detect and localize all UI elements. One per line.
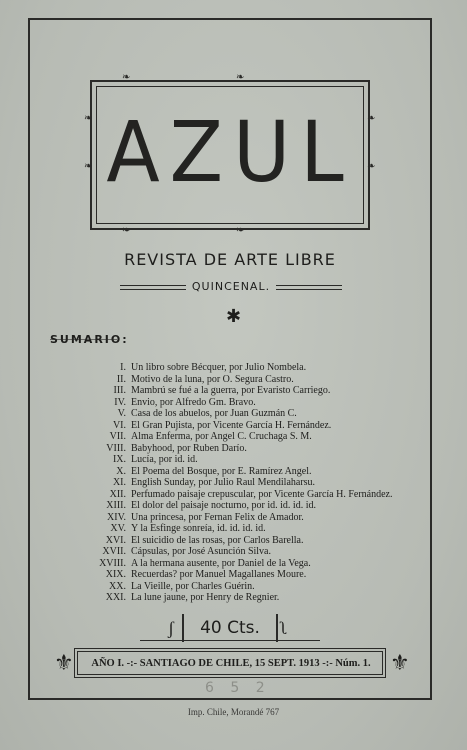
frame-ornament: ❧ (84, 161, 93, 172)
toc-entry-number: III. (113, 385, 126, 396)
magazine-subtitle: REVISTA DE ARTE LIBRE (124, 250, 336, 269)
toc-entry-number: XX. (109, 580, 126, 592)
toc-entry (40, 558, 430, 570)
table-of-contents (40, 362, 430, 604)
toc-entry-title: Envio, por Alfredo Gm. Bravo. (131, 396, 256, 408)
toc-entry-title: Motivo de la luna, por O. Segura Castro. (131, 373, 294, 385)
scroll-ornament-left: ʃ (168, 618, 174, 638)
toc-entry-number: I. (120, 362, 126, 373)
toc-entry-title: Alma Enferma, por Angel C. Cruchaga S. M. (131, 431, 312, 442)
toc-entry (40, 454, 430, 466)
toc-entry (40, 374, 430, 386)
toc-entry-number: VI. (112, 419, 126, 431)
toc-entry-title: Un libro sobre Bécquer, por Julio Nombela. (131, 362, 307, 373)
toc-entry-number: IV. (114, 396, 126, 408)
frame-ornament: ❧ (122, 225, 131, 236)
toc-entry (40, 466, 430, 478)
toc-entry-title: Cápsulas, por José Asunción Silva. (131, 546, 271, 557)
toc-entry-number: XXI. (105, 592, 126, 603)
toc-entry-number: XIX. (105, 569, 126, 580)
toc-entry-title: English Sunday, por Julio Raul Mendilaharsu. (131, 477, 316, 488)
periodicity: QUINCENAL. (191, 280, 271, 293)
toc-entry (40, 397, 430, 409)
toc-entry-title: Mambrú se fué a la guerra, por Evaristo Carriego. (131, 385, 331, 396)
toc-entry (40, 420, 430, 432)
toc-entry-title: Una princesa, por Fernan Felix de Amador. (131, 511, 304, 523)
fleur-ornament-left: ⚜ (54, 650, 74, 675)
toc-entry (40, 443, 430, 455)
frame-ornament: ❧ (236, 72, 245, 83)
toc-entry-number: XVII. (102, 546, 126, 557)
toc-entry-title: El dolor del paisaje nocturno, por id. id. id. id. (131, 500, 316, 511)
price-section (140, 612, 320, 646)
frame-ornament: ❧ (122, 72, 131, 83)
fleur-ornament-right: ⚜ (390, 650, 410, 675)
summary-heading: SUMARIO: (50, 333, 129, 346)
toc-entry-title: Perfumado paisaje crepuscular, por Vicente García H. Fernández. (131, 488, 393, 500)
toc-entry-title: La lune jaune, por Henry de Regnier. (131, 592, 280, 603)
toc-entry (40, 500, 430, 512)
periodicity-row (120, 280, 342, 294)
toc-entry (40, 592, 430, 604)
frame-ornament: ❧ (367, 113, 376, 124)
frame-ornament: ❧ (236, 225, 245, 236)
toc-entry-number: VII. (109, 431, 126, 442)
asterisk-ornament: ✱ (225, 306, 242, 326)
toc-entry-title: A la hermana ausente, por Daniel de la Vega. (131, 557, 311, 569)
issue-bar (74, 648, 386, 678)
toc-entry-title: Lucía, por id. id. (131, 454, 198, 465)
scroll-ornament-right: ʅ (280, 618, 288, 638)
toc-entry (40, 431, 430, 443)
toc-entry-title: La Vieille, por Charles Guérin. (131, 580, 255, 592)
price: 40 Cts. (182, 614, 278, 642)
printer-imprint: Imp. Chile, Morandé 767 (187, 707, 280, 717)
issue-line: AÑO I. -:- SANTIAGO DE CHILE, 15 SEPT. 1913 -:- Núm. 1. (91, 658, 371, 669)
toc-entry-title: El Gran Pujista, por Vicente García H. Fernández. (131, 419, 332, 431)
toc-entry-number: XII. (109, 488, 126, 500)
toc-entry-number: XV. (110, 523, 126, 534)
toc-entry-number: XIV. (107, 511, 126, 523)
pencil-annotation: 6 5 2 (205, 680, 271, 696)
toc-entry-number: V. (117, 408, 126, 419)
toc-entry-title: El Poema del Bosque, por E. Ramírez Angel. (131, 465, 312, 477)
toc-entry (40, 523, 430, 535)
toc-entry (40, 512, 430, 524)
toc-entry (40, 408, 430, 420)
toc-entry-number: X. (116, 465, 126, 477)
toc-entry (40, 535, 430, 547)
toc-entry-number: VIII. (106, 442, 126, 454)
toc-entry-title: Babyhood, por Ruben Darío. (131, 442, 247, 454)
toc-entry-number: XI. (112, 477, 126, 488)
toc-entry-number: IX. (112, 454, 126, 465)
toc-entry-number: II. (116, 373, 126, 385)
toc-entry (40, 362, 430, 374)
toc-entry-number: XVI. (105, 534, 126, 546)
toc-entry (40, 477, 430, 489)
toc-entry-title: Casa de los abuelos, por Juan Guzmán C. (131, 408, 297, 419)
toc-entry (40, 546, 430, 558)
toc-entry (40, 489, 430, 501)
toc-entry (40, 569, 430, 581)
magazine-title: AZUL (106, 104, 354, 202)
toc-entry-title: Y la Esfinge sonreía, id. id. id. id. (131, 523, 266, 534)
toc-entry (40, 385, 430, 397)
toc-entry-title: Recuerdas? por Manuel Magallanes Moure. (131, 569, 307, 580)
frame-ornament: ❧ (367, 161, 376, 172)
toc-entry-number: XIII. (106, 500, 126, 511)
toc-entry (40, 581, 430, 593)
frame-ornament: ❧ (84, 113, 93, 124)
toc-entry-title: El suicidio de las rosas, por Carlos Barella. (131, 534, 304, 546)
toc-entry-number: XVIII. (99, 557, 126, 569)
